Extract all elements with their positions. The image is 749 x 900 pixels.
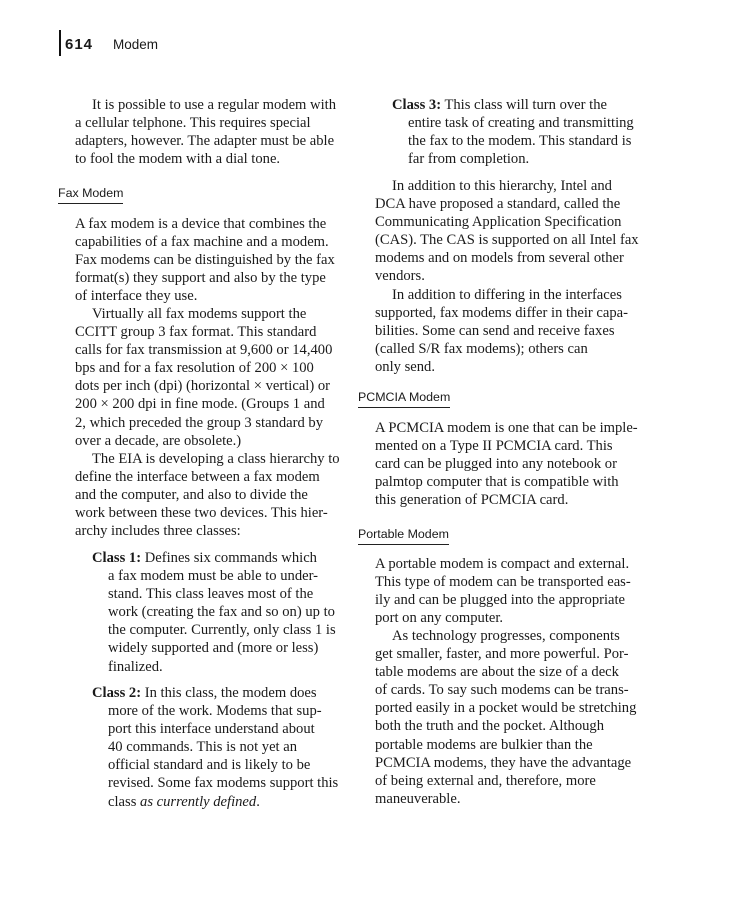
text-line: This type of modem can be transported eas-: [375, 574, 631, 591]
hierarchy-paragraph: [375, 177, 643, 286]
fax-modem-heading: Fax Modem: [58, 186, 123, 204]
text-line: to fool the modem with a dial tone.: [75, 151, 281, 168]
text-line: only send.: [375, 359, 435, 376]
text-line: widely supported and (more or less): [108, 640, 319, 657]
text-line: The EIA is developing a class hierarchy to: [92, 451, 340, 467]
text-line: 2, which preceded the group 3 standard by: [75, 414, 324, 431]
text-line: maneuverable.: [375, 790, 461, 807]
running-title: Modem: [113, 37, 159, 52]
portable-modem-heading: Portable Modem: [358, 527, 449, 545]
pcmcia-modem-heading: PCMCIA Modem: [358, 390, 450, 408]
text-line: [392, 96, 652, 114]
text-line: ported easily in a pocket would be stretching: [375, 700, 637, 717]
class-2-last-text: class: [108, 793, 141, 810]
text-line: port this interface understand about: [108, 721, 315, 738]
text-line: of interface they use.: [75, 288, 198, 305]
text-line: [92, 793, 352, 811]
text-line: vendors.: [375, 268, 425, 285]
text-line: dots per inch (dpi) (horizontal × vertical) or: [75, 378, 331, 395]
text-line: capabilities of a fax machine and a modem.: [75, 234, 329, 251]
class-2-italic-text: as currently defined: [140, 793, 257, 810]
class-3-label: Class 3:: [392, 97, 442, 113]
text-line: In addition to this hierarchy, Intel and: [392, 178, 612, 194]
text-line: [92, 684, 352, 702]
text-line: PCMCIA modems, they have the advantage: [375, 754, 632, 771]
class-3-item: [392, 96, 652, 168]
text-line: entire task of creating and transmitting: [408, 115, 634, 132]
text-line: bilities. Some can send and receive faxes: [375, 323, 615, 340]
text-line: of cards. To say such modems can be trans-: [375, 682, 629, 699]
text-line: mented on a Type II PCMCIA card. This: [375, 438, 613, 455]
text-line: finalized.: [108, 658, 163, 675]
fax-paragraph-2: [75, 305, 345, 450]
text-line: calls for fax transmission at 9,600 or 14,400: [75, 342, 333, 359]
text-line: Communicating Application Specification: [375, 214, 622, 231]
text-line: portable modems are bulkier than the: [375, 736, 593, 753]
text-line: As technology progresses, components: [392, 628, 620, 644]
text-line: CCITT group 3 fax format. This standard: [75, 324, 317, 341]
text-line: revised. Some fax modems support this: [108, 775, 339, 792]
text-line: the fax to the modem. This standard is: [408, 133, 632, 150]
text-line: both the truth and the pocket. Although: [375, 718, 605, 735]
text-line: over a decade, are obsolete.): [75, 432, 242, 449]
text-line: Virtually all fax modems support the: [92, 306, 307, 322]
text-line: card can be plugged into any notebook or: [375, 456, 617, 473]
text-line: define the interface between a fax modem: [75, 469, 320, 486]
text-line: A portable modem is compact and external.: [375, 556, 630, 572]
fax-paragraph-3: [75, 450, 345, 540]
intro-paragraph: [75, 96, 345, 168]
interfaces-paragraph: [375, 286, 643, 376]
text-line: get smaller, faster, and more powerful. Por-: [375, 646, 629, 663]
text-line: It is possible to use a regular modem with: [92, 97, 336, 113]
text-line: A PCMCIA modem is one that can be imple-: [375, 420, 638, 436]
text-line: the computer. Currently, only class 1 is: [108, 622, 336, 639]
class-1-text: Defines six commands which: [141, 550, 317, 566]
text-line: official standard and is likely to be: [108, 757, 311, 774]
text-line: DCA have proposed a standard, called the: [375, 196, 621, 213]
text-line: supported, fax modems differ in their capa-: [375, 305, 629, 322]
text-line: table modems are about the size of a deck: [375, 664, 619, 681]
header-rule: [59, 30, 61, 56]
text-line: [92, 549, 352, 567]
text-line: ily and can be plugged into the appropriate: [375, 592, 626, 609]
portable-paragraph-2: [375, 627, 643, 808]
text-line: archy includes three classes:: [75, 523, 241, 540]
class-2-text: In this class, the modem does: [141, 685, 317, 701]
text-line: 200 × 200 dpi in fine mode. (Groups 1 and: [75, 396, 325, 413]
text-line: Fax modems can be distinguished by the fax: [75, 252, 335, 269]
text-line: bps and for a fax resolution of 200 × 100: [75, 360, 314, 377]
class-2-item: [92, 684, 352, 811]
text-line: a fax modem must be able to under-: [108, 568, 319, 585]
text-line: adapters, however. The adapter must be able: [75, 133, 335, 150]
text-line: A fax modem is a device that combines the: [75, 216, 327, 232]
text-line: work (creating the fax and so on) up to: [108, 604, 335, 621]
text-line: stand. This class leaves most of the: [108, 586, 314, 603]
text-line: modems and on models from several other: [375, 250, 624, 267]
text-line: 40 commands. This is not yet an: [108, 739, 298, 756]
text-line: In addition to differing in the interfaces: [392, 287, 622, 303]
text-line: palmtop computer that is compatible with: [375, 474, 619, 491]
portable-paragraph-1: [375, 555, 643, 627]
pcmcia-paragraph: [375, 419, 643, 509]
class-2-last-period: .: [256, 793, 260, 810]
text-line: (CAS). The CAS is supported on all Intel fax: [375, 232, 639, 249]
text-line: of being external and, therefore, more: [375, 772, 596, 789]
text-line: and the computer, and also to divide the: [75, 487, 308, 504]
text-line: this generation of PCMCIA card.: [375, 492, 569, 509]
class-2-label: Class 2:: [92, 685, 142, 701]
text-line: a cellular telphone. This requires special: [75, 115, 311, 132]
class-1-label: Class 1:: [92, 550, 142, 566]
text-line: (called S/R fax modems); others can: [375, 341, 588, 358]
text-line: format(s) they support and also by the type: [75, 270, 326, 287]
fax-paragraph-1: [75, 215, 345, 305]
class-3-text: This class will turn over the: [441, 97, 607, 113]
text-line: work between these two devices. This hier-: [75, 505, 328, 522]
text-line: more of the work. Modems that sup-: [108, 703, 322, 720]
text-line: port on any computer.: [375, 610, 504, 627]
class-1-item: [92, 549, 352, 676]
page-number: 614: [65, 36, 94, 53]
text-line: far from completion.: [408, 151, 530, 168]
